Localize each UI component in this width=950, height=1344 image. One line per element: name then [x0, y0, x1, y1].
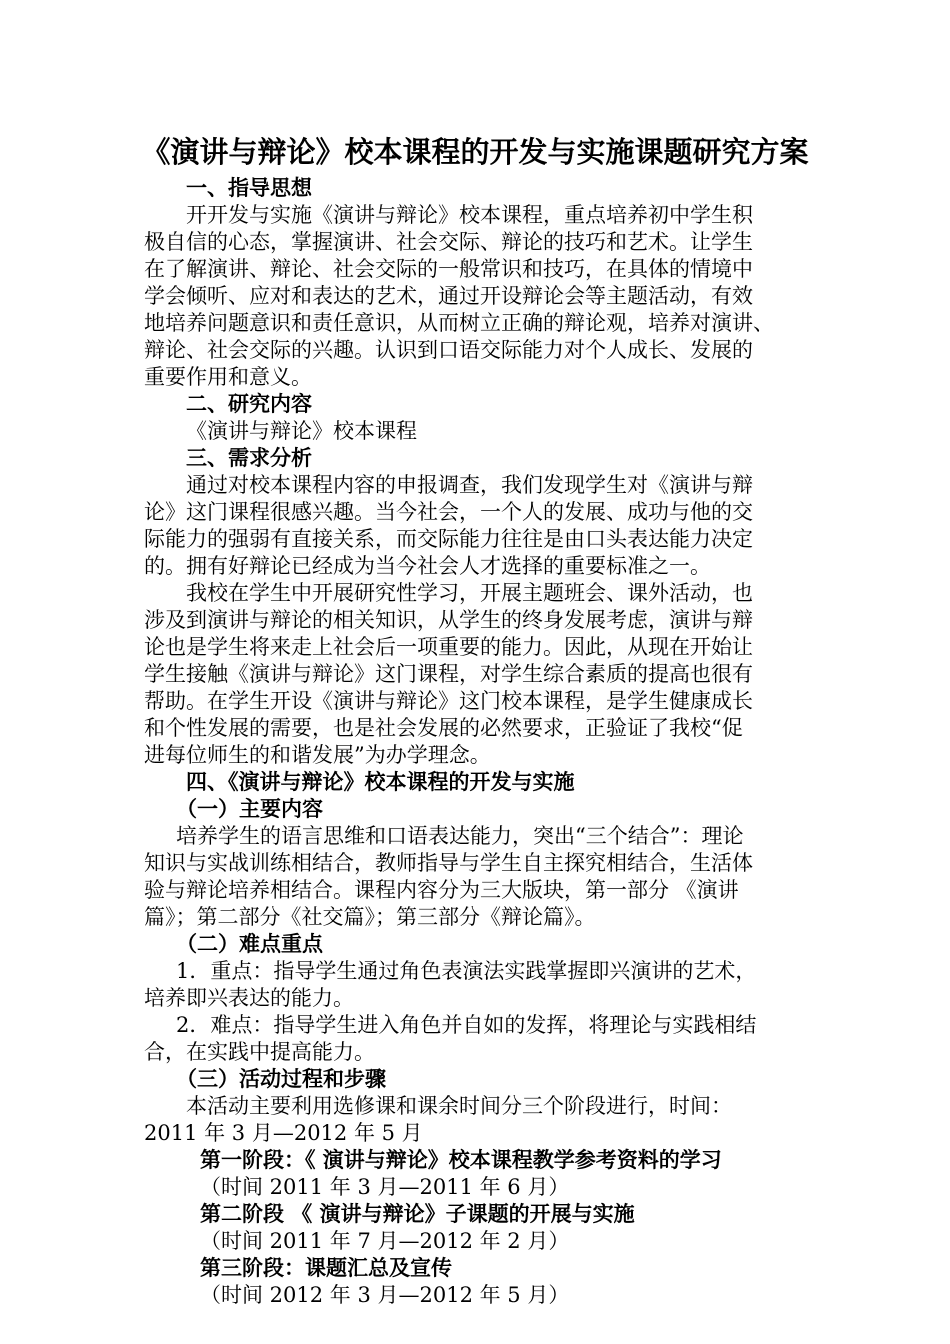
section-heading: 二、研究内容 [186, 392, 312, 416]
paragraph-line: 篇》；第二部分《社交篇》；第三部分《辩论篇》。 [144, 905, 596, 929]
paragraph-line: 开开发与实施《演讲与辩论》校本课程，重点培养初中学生积 [186, 203, 753, 227]
subsection-heading: （二）难点重点 [176, 932, 323, 956]
section-heading: 四、《演讲与辩论》校本课程的开发与实施 [186, 770, 575, 794]
phase-time: （时间 2011 年 3 月—2011 年 6 月） [200, 1175, 570, 1199]
section-guiding-thought [144, 175, 816, 1309]
paragraph-line: 1．重点：指导学生通过角色表演法实践掌握即兴演讲的艺术， [176, 959, 757, 983]
paragraph-line: 帮助。在学生开设《演讲与辩论》这门校本课程，是学生健康成长 [144, 689, 753, 713]
paragraph-line: 辩论、社会交际的兴趣。认识到口语交际能力对个人成长、发展的 [144, 338, 753, 362]
paragraph-line: 2011 年 3 月—2012 年 5 月 [144, 1121, 423, 1145]
phase-time: （时间 2011 年 7 月—2012 年 2 月） [200, 1229, 570, 1253]
paragraph-line: 培养学生的语言思维和口语表达能力，突出“三个结合”：理论 [176, 824, 744, 848]
paragraph-line: 培养即兴表达的能力。 [144, 986, 354, 1010]
subsection-heading: （一）主要内容 [176, 797, 323, 821]
paragraph-line: 涉及到演讲与辩论的相关知识，从学生的终身发展考虑，演讲与辩 [144, 608, 753, 632]
paragraph-line: 进每位师生的和谐发展”为办学理念。 [144, 743, 491, 767]
section-heading: 三、需求分析 [186, 446, 312, 470]
paragraph-line: 学会倾听、应对和表达的艺术，通过开设辩论会等主题活动，有效 [144, 284, 753, 308]
paragraph-line: 学生接触《演讲与辩论》这门课程，对学生综合素质的提高也很有 [144, 662, 753, 686]
paragraph-line: 际能力的强弱有直接关系，而交际能力往往是由口头表达能力决定 [144, 527, 753, 551]
phase-time: （时间 2012 年 3 月—2012 年 5 月） [200, 1283, 570, 1307]
paragraph-line: 极自信的心态，掌握演讲、社会交际、辩论的技巧和艺术。让学生 [144, 230, 753, 254]
paragraph-line: 论也是学生将来走上社会后一项重要的能力。因此，从现在开始让 [144, 635, 753, 659]
paragraph-line: 2．难点：指导学生进入角色并自如的发挥，将理论与实践相结 [176, 1013, 757, 1037]
section-heading: 一、指导思想 [186, 176, 312, 200]
phase-title: 第一阶段：《 演讲与辩论》校本课程教学参考资料的学习 [200, 1148, 722, 1172]
paragraph-line: 重要作用和意义。 [144, 365, 312, 389]
paragraph-line: 合，在实践中提高能力。 [144, 1040, 375, 1064]
paragraph-line: 验与辩论培养相结合。课程内容分为三大版块，第一部分 《演讲 [144, 878, 739, 902]
paragraph-line: 《演讲与辩论》校本课程 [186, 419, 417, 443]
paragraph-line: 论》这门课程很感兴趣。当今社会，一个人的发展、成功与他的交 [144, 500, 753, 524]
phase-title: 第三阶段：课题汇总及宣传 [200, 1256, 452, 1280]
paragraph-line: 通过对校本课程内容的申报调查，我们发现学生对《演讲与辩 [186, 473, 753, 497]
paragraph-line: 在了解演讲、辩论、社会交际的一般常识和技巧，在具体的情境中 [144, 257, 753, 281]
paragraph-line: 知识与实战训练相结合，教师指导与学生自主探究相结合，生活体 [144, 851, 753, 875]
paragraph-line: 的。拥有好辩论已经成为当今社会人才选择的重要标准之一。 [144, 554, 711, 578]
document-title: 《演讲与辩论》校本课程的开发与实施课题研究方案 [141, 135, 809, 169]
subsection-heading: （三）活动过程和步骤 [176, 1067, 386, 1091]
paragraph-line: 和个性发展的需要，也是社会发展的必然要求，正验证了我校“促 [144, 716, 743, 740]
paragraph-line: 地培养问题意识和责任意识，从而树立正确的辩论观，培养对演讲、 [144, 311, 774, 335]
paragraph-line: 本活动主要利用选修课和课余时间分三个阶段进行，时间： [186, 1094, 732, 1118]
phase-title: 第二阶段 《 演讲与辩论》子课题的开展与实施 [200, 1202, 635, 1226]
paragraph-line: 我校在学生中开展研究性学习，开展主题班会、课外活动，也 [186, 581, 753, 605]
